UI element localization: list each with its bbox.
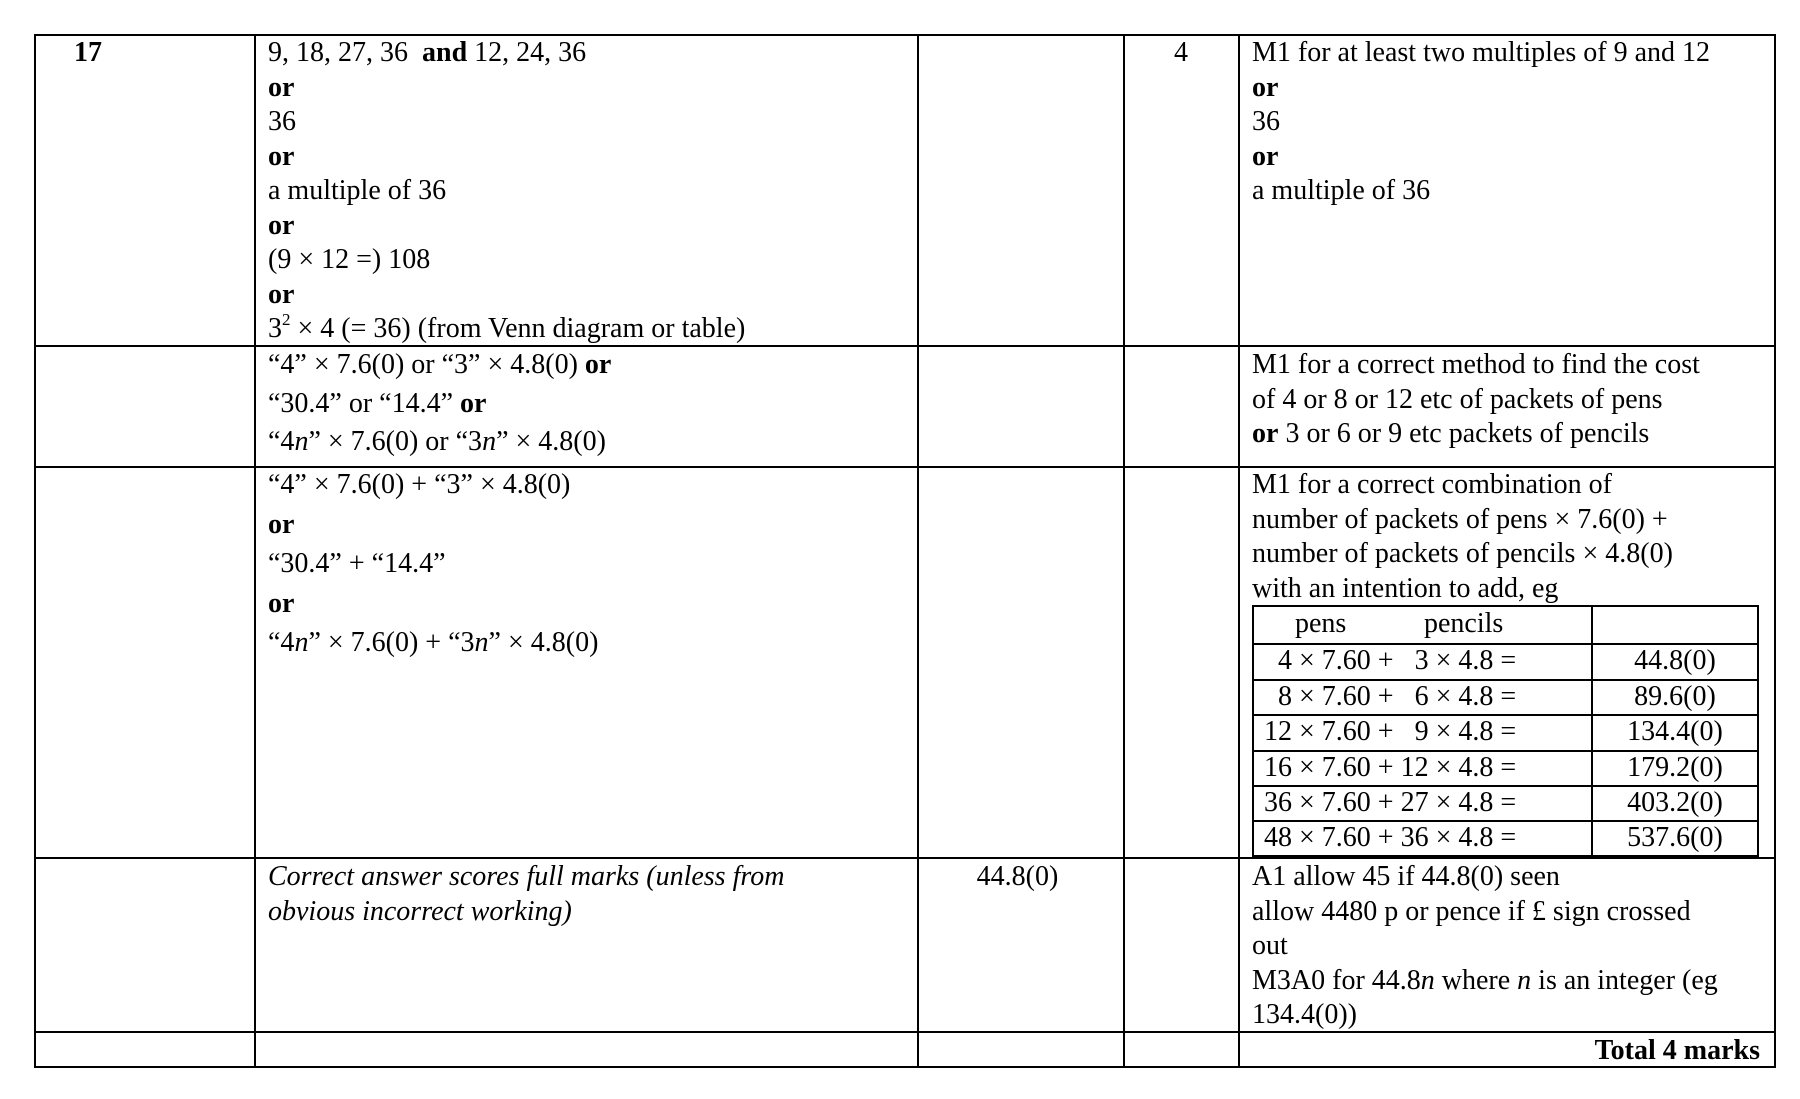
text-line: Correct answer scores full marks (unless from <box>268 861 785 892</box>
example-table <box>1252 605 1759 857</box>
text-line: “30.4” or “14.4” or <box>268 387 487 419</box>
text-line: 36 <box>1252 106 1280 137</box>
example-table-line <box>1252 855 1759 857</box>
text-line: 134.4(0)) <box>1252 999 1357 1030</box>
example-row-calc: 16 × 7.60 + 12 × 4.8 = <box>1264 752 1517 783</box>
text-line: “4n” × 7.6(0) + “3n” × 4.8(0) <box>268 627 599 658</box>
example-row-calc: 8 × 7.60 + 6 × 4.8 = <box>1264 681 1517 712</box>
text-line: “4” × 7.6(0) + “3” × 4.8(0) <box>268 469 571 500</box>
text-line: or <box>268 209 295 241</box>
column-divider-2 <box>917 34 919 1068</box>
question-number: 17 <box>74 37 102 68</box>
text-line: 36 <box>268 106 296 137</box>
text-line: M1 for a correct combination of <box>1252 469 1612 500</box>
example-table-line <box>1757 605 1759 857</box>
example-row-calc: 36 × 7.60 + 27 × 4.8 = <box>1264 787 1517 818</box>
mark-value: 4 <box>1174 37 1188 68</box>
example-row-value: 134.4(0) <box>1627 716 1723 747</box>
answer-value: 44.8(0) <box>976 861 1059 892</box>
text-line: of 4 or 8 or 12 etc of packets of pens <box>1252 383 1663 415</box>
table-border-right <box>1774 34 1776 1068</box>
row-divider-4 <box>34 1031 1776 1033</box>
text-line: “4n” × 7.6(0) or “3n” × 4.8(0) <box>268 426 606 457</box>
text-line: “30.4” + “14.4” <box>268 548 446 579</box>
text-line: M1 for at least two multiples of 9 and 12 <box>1252 37 1711 68</box>
text-line: or <box>268 71 295 103</box>
text-line: number of packets of pens × 7.6(0) + <box>1252 503 1668 535</box>
example-row-value: 537.6(0) <box>1627 822 1723 853</box>
example-row-calc: 48 × 7.60 + 36 × 4.8 = <box>1264 822 1517 853</box>
table-border-left <box>34 34 36 1068</box>
text-line: “4” × 7.6(0) or “3” × 4.8(0) or <box>268 349 612 380</box>
text-line: or 3 or 6 or 9 etc packets of pencils <box>1252 418 1650 449</box>
text-line: A1 allow 45 if 44.8(0) seen <box>1252 861 1560 892</box>
text-line: or <box>268 278 295 310</box>
column-divider-1 <box>254 34 256 1068</box>
example-row-value: 44.8(0) <box>1634 645 1716 676</box>
text-line: (9 × 12 =) 108 <box>268 244 431 275</box>
text-line: $3^2 \times 4$ (= 36) (from Venn diagram or table) <box>268 309 746 344</box>
example-row-calc: 4 × 7.60 + 3 × 4.8 = <box>1264 645 1517 676</box>
text-line: or <box>268 508 295 540</box>
row-divider-3 <box>34 857 1776 859</box>
text-line: M1 for a correct method to find the cost <box>1252 349 1700 380</box>
example-table-line <box>1252 605 1254 857</box>
total-marks: Total 4 marks <box>1594 1035 1760 1066</box>
column-divider-4 <box>1238 34 1240 1068</box>
text-line: or <box>268 587 295 619</box>
example-row-calc: 12 × 7.60 + 9 × 4.8 = <box>1264 716 1517 747</box>
text-line: number of packets of pencils × 4.8(0) <box>1252 538 1673 569</box>
text-line: out <box>1252 930 1288 961</box>
text-line: M3A0 for 44.8n where n is an integer (eg <box>1252 964 1718 996</box>
text-line: obvious incorrect working) <box>268 895 572 927</box>
example-row-value: 403.2(0) <box>1627 787 1723 818</box>
text-line: a multiple of 36 <box>1252 175 1431 206</box>
text-line: or <box>1252 71 1279 103</box>
text-line: or <box>268 140 295 172</box>
column-divider-3 <box>1123 34 1125 1068</box>
text-line: 9, 18, 27, 36 and 12, 24, 36 <box>268 37 587 68</box>
example-header-pencils: pencils <box>1424 608 1504 639</box>
example-row-value: 89.6(0) <box>1634 681 1716 712</box>
text-line: allow 4480 p or pence if £ sign crossed <box>1252 895 1691 927</box>
example-row-value: 179.2(0) <box>1627 752 1723 783</box>
text-line: or <box>1252 140 1279 172</box>
text-line: a multiple of 36 <box>268 175 447 206</box>
example-header-pens: pens <box>1295 608 1347 639</box>
text-line: with an intention to add, eg <box>1252 572 1559 604</box>
